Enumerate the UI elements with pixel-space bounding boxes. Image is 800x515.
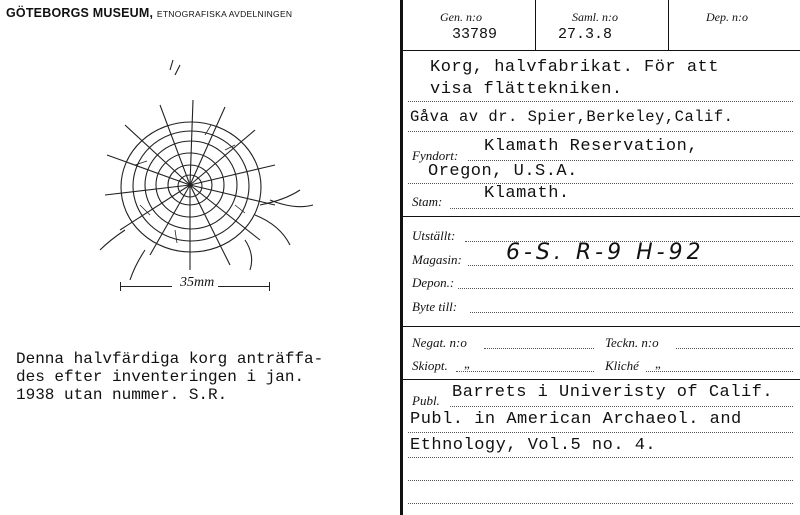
rule [450, 208, 793, 209]
saml-value: 27.3.8 [558, 26, 613, 43]
negat-label: Negat. n:o [412, 335, 467, 350]
saml-label: Saml. n:o [572, 10, 618, 24]
magasin-label: Magasin: [412, 252, 462, 267]
note-line: Denna halvfärdiga korg anträffa- [16, 350, 324, 368]
rule [408, 131, 793, 132]
fyndort-line2: Oregon, U.S.A. [428, 162, 578, 181]
publ-line3: Ethnology, Vol.5 no. 4. [410, 436, 657, 455]
utstallt-label: Utställt: [412, 228, 456, 243]
museum-header [6, 6, 292, 20]
kliche-ditto: „ [655, 356, 661, 371]
rule [408, 101, 793, 102]
rule [484, 348, 594, 349]
note-line: 1938 utan nummer. S.R. [16, 386, 228, 404]
description-line: Korg, halvfabrikat. För att [430, 58, 719, 77]
object-description [430, 57, 719, 101]
stam-label: Stam: [412, 194, 443, 209]
col-divider [668, 0, 669, 50]
museum-name: GÖTEBORGS MUSEUM, [6, 6, 154, 20]
section-line [403, 326, 800, 327]
col-divider [535, 0, 536, 50]
fyndort-line1: Klamath Reservation, [484, 137, 699, 156]
donor-line: Gåva av dr. Spier,Berkeley,Calif. [410, 108, 734, 126]
section-line [403, 216, 800, 217]
rule [470, 312, 793, 313]
dep-label: Dep. n:o [706, 10, 748, 24]
teckn-label: Teckn. n:o [605, 335, 659, 350]
description-line: visa flättekniken. [430, 80, 623, 99]
gen-label: Gen. n:o [440, 10, 482, 24]
gen-value: 33789 [452, 26, 498, 43]
publ-line1: Barrets i Univeristy of Calif. [452, 383, 774, 402]
rule [408, 457, 793, 458]
depon-label: Depon.: [412, 275, 455, 290]
left-note [16, 350, 323, 404]
kliche-label: Kliché [605, 358, 639, 373]
rule [458, 288, 793, 289]
magasin-value: 6-S. R-9 H-92 [506, 240, 705, 265]
fyndort-label: Fyndort: [412, 148, 459, 163]
card-left-border [400, 0, 403, 515]
rule [408, 503, 793, 504]
rule [408, 480, 793, 481]
scale-bar [120, 275, 270, 293]
rule [456, 371, 594, 372]
header-bottom-line [403, 50, 800, 51]
section-line [403, 379, 800, 380]
note-line: des efter inventeringen i jan. [16, 368, 305, 386]
rule [450, 406, 793, 407]
skiopt-label: Skiopt. [412, 358, 448, 373]
rule [646, 371, 793, 372]
publ-label: Publ. [412, 393, 440, 408]
scale-label: 35mm [180, 275, 215, 290]
rule [408, 432, 793, 433]
rule [468, 265, 793, 266]
skiopt-ditto: „ [464, 356, 470, 371]
byte-label: Byte till: [412, 299, 458, 314]
rule [408, 183, 793, 184]
rule [468, 160, 793, 161]
department-name: ETNOGRAFISKA AVDELNINGEN [156, 9, 293, 19]
basket-illustration [85, 55, 345, 305]
publ-line2: Publ. in American Archaeol. and [410, 410, 742, 429]
rule [676, 348, 793, 349]
stam-value: Klamath. [484, 184, 570, 203]
